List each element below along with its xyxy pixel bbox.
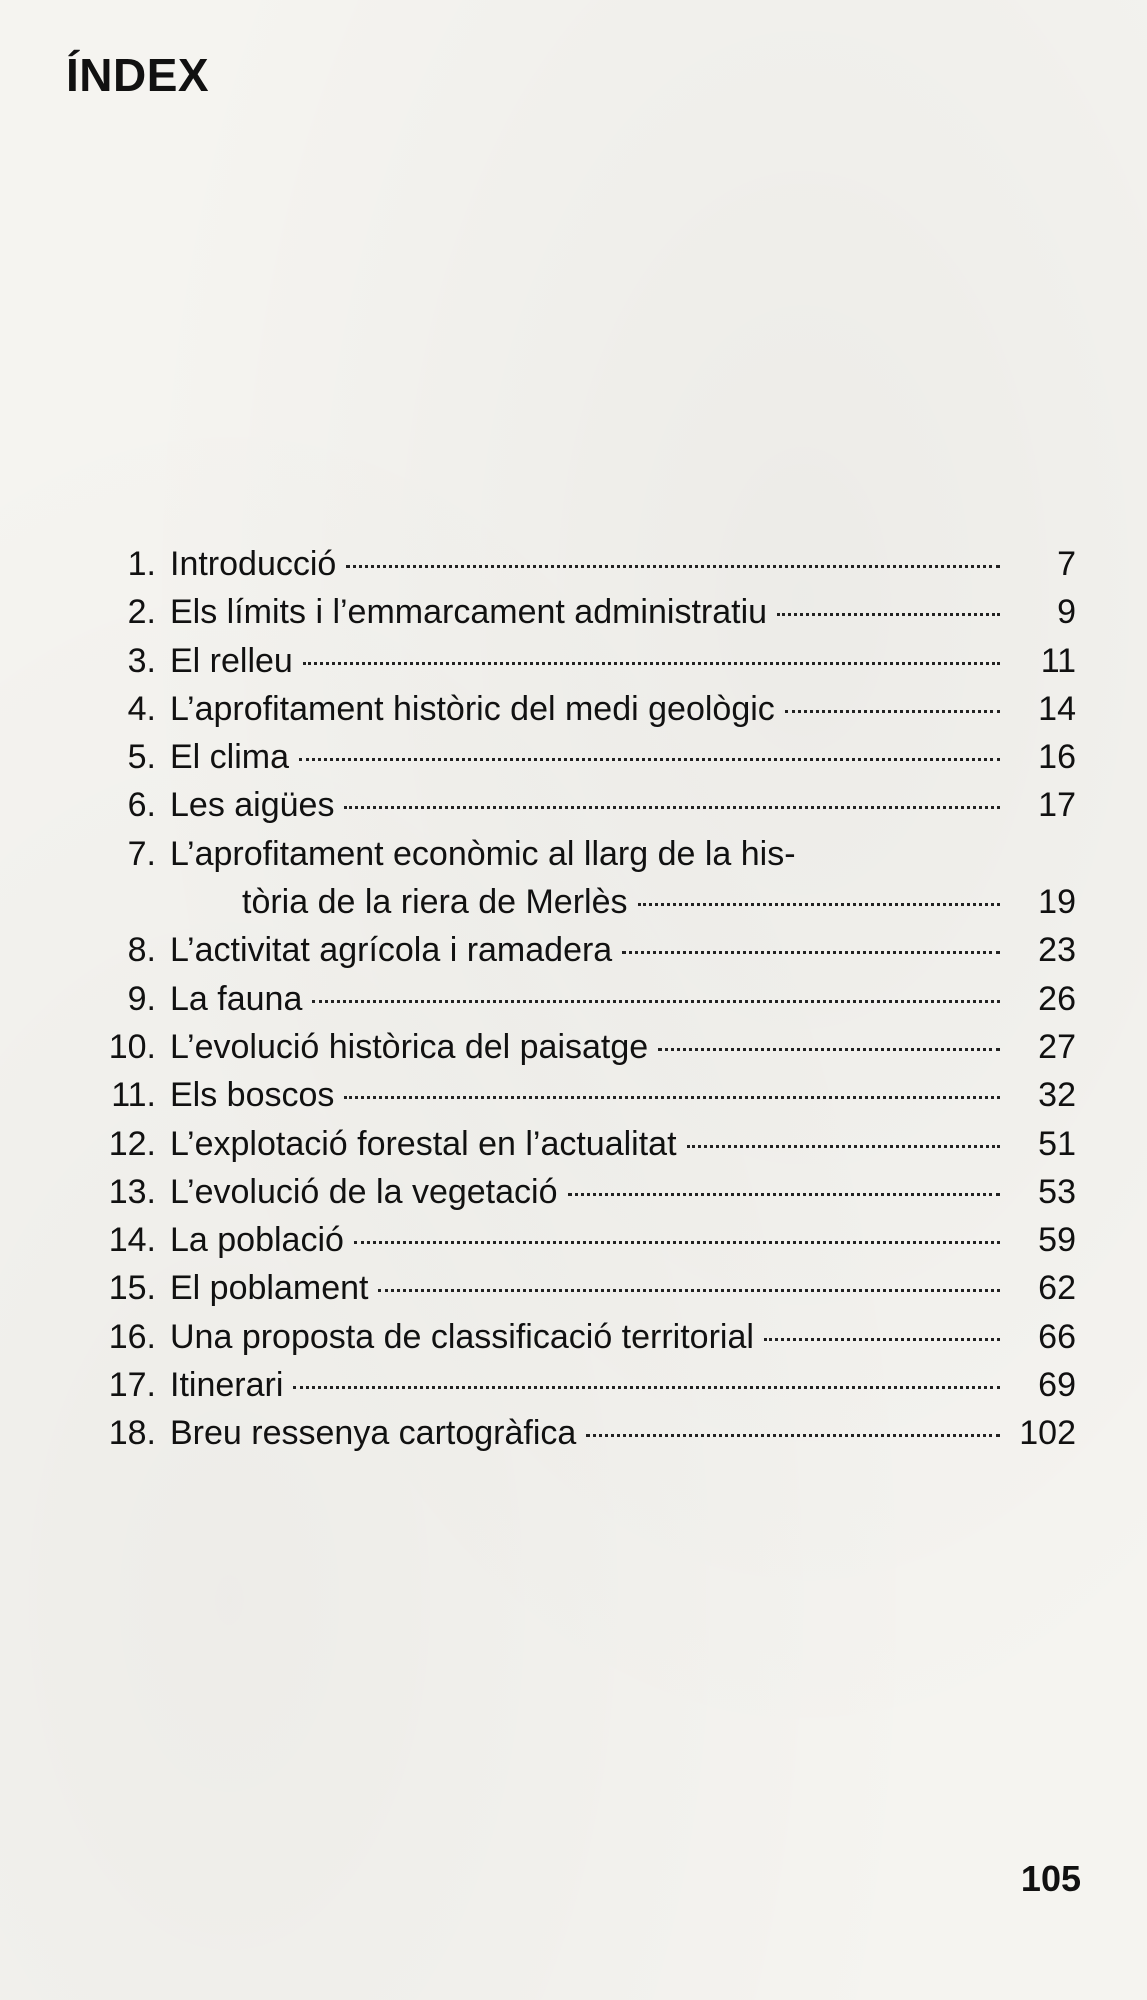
toc-entry-number: 3. xyxy=(127,641,156,680)
toc-entry-title: Els boscos xyxy=(170,1076,335,1115)
toc-entry-number: 4. xyxy=(127,689,156,728)
toc-entry xyxy=(92,975,1076,1023)
toc-entry-number: 6. xyxy=(127,786,156,825)
dot-leader xyxy=(622,951,1000,954)
toc-entry-number: 7. xyxy=(127,834,156,873)
toc-entry-number: 2. xyxy=(127,593,156,632)
toc-entry-number: 15. xyxy=(108,1269,156,1308)
dot-leader xyxy=(764,1338,1000,1341)
toc-entry xyxy=(92,1216,1076,1264)
toc-entry-page: 16 xyxy=(1038,738,1076,777)
toc-entry-number: 18. xyxy=(108,1414,156,1453)
toc-entry-title: La fauna xyxy=(170,979,303,1018)
dot-leader xyxy=(293,1386,1000,1389)
dot-leader xyxy=(344,1096,1000,1099)
toc-entry xyxy=(92,781,1076,829)
toc-entry xyxy=(92,637,1076,685)
toc-entry-page: 17 xyxy=(1038,786,1076,825)
toc-entry-page: 66 xyxy=(1038,1317,1076,1356)
toc-entry-page: 51 xyxy=(1038,1124,1076,1163)
toc-entry-title: L’explotació forestal en l’actualitat xyxy=(170,1124,677,1163)
toc-entry-title: Itinerari xyxy=(170,1366,284,1405)
toc-entry-page: 59 xyxy=(1038,1221,1076,1260)
dot-leader xyxy=(299,758,1000,761)
toc-entry-title: Les aigües xyxy=(170,786,335,825)
toc-entry-page: 27 xyxy=(1038,1027,1076,1066)
toc-entry-number: 5. xyxy=(127,738,156,777)
dot-leader xyxy=(354,1241,1000,1244)
dot-leader xyxy=(777,613,1000,616)
toc-entry-number: 17. xyxy=(108,1366,156,1405)
toc-entry-page: 11 xyxy=(1040,641,1076,680)
toc-entry-title: La població xyxy=(170,1221,344,1260)
toc-entry-number: 11. xyxy=(111,1076,156,1115)
toc-entry-page: 32 xyxy=(1038,1076,1076,1115)
toc-entry-page: 9 xyxy=(1057,593,1076,632)
toc-entry-title: El poblament xyxy=(170,1269,369,1308)
toc-entry-page: 62 xyxy=(1038,1269,1076,1308)
toc-entry-number: 8. xyxy=(127,931,156,970)
toc-entry xyxy=(92,1313,1076,1361)
dot-leader xyxy=(312,1000,1000,1003)
toc-entry xyxy=(92,540,1076,588)
toc-entry-number: 1. xyxy=(127,545,156,583)
toc-entry xyxy=(92,926,1076,974)
table-of-contents xyxy=(92,540,1076,1458)
toc-entry-title: Breu ressenya cartogràfica xyxy=(170,1414,577,1453)
toc-entry xyxy=(92,1168,1076,1216)
toc-entry xyxy=(92,685,1076,733)
toc-entry-number: 9. xyxy=(127,979,156,1018)
toc-entry-title: L’activitat agrícola i ramadera xyxy=(170,931,613,970)
toc-entry-title: El clima xyxy=(170,738,290,777)
toc-entry-number: 14. xyxy=(108,1221,156,1260)
toc-entry-page: 69 xyxy=(1038,1366,1076,1405)
toc-entry-page: 53 xyxy=(1038,1172,1076,1211)
toc-entry-page: 7 xyxy=(1057,545,1076,583)
toc-entry xyxy=(92,1023,1076,1071)
toc-entry-page: 26 xyxy=(1038,979,1076,1018)
toc-entry-title: El relleu xyxy=(170,641,293,680)
toc-entry xyxy=(92,1361,1076,1409)
toc-entry-title: L’aprofitament històric del medi geològic xyxy=(170,689,775,728)
dot-leader xyxy=(658,1048,1000,1051)
toc-entry xyxy=(92,1120,1076,1168)
toc-entry-number: 10. xyxy=(108,1027,156,1066)
toc-entry-number: 16. xyxy=(108,1317,156,1356)
page-title: ÍNDEX xyxy=(66,49,210,101)
toc-entry-page: 19 xyxy=(1038,883,1076,922)
toc-entry-page: 14 xyxy=(1038,689,1076,728)
dot-leader xyxy=(785,710,1000,713)
dot-leader xyxy=(346,565,1000,568)
dot-leader xyxy=(638,903,1000,906)
dot-leader xyxy=(344,806,1000,809)
toc-entry-title: Els límits i l’emmarcament administratiu xyxy=(170,593,768,632)
dot-leader xyxy=(687,1145,1000,1148)
dot-leader xyxy=(303,662,1000,665)
toc-entry xyxy=(92,1409,1076,1457)
toc-entry-title-continuation: tòria de la riera de Merlès xyxy=(242,883,628,922)
toc-entry xyxy=(92,733,1076,781)
toc-entry xyxy=(92,588,1076,636)
toc-entry-title: Introducció xyxy=(170,545,337,583)
toc-entry-title: L’evolució històrica del paisatge xyxy=(170,1027,649,1066)
toc-entry-number: 13. xyxy=(108,1172,156,1211)
toc-entry xyxy=(92,1264,1076,1312)
toc-entry xyxy=(92,1071,1076,1119)
toc-entry-title: Una proposta de classificació territorial xyxy=(170,1317,754,1356)
dot-leader xyxy=(586,1434,1000,1437)
toc-entry xyxy=(92,830,1076,927)
toc-entry-page: 23 xyxy=(1038,931,1076,970)
toc-entry-page: 102 xyxy=(1019,1414,1076,1453)
toc-entry-title: L’evolució de la vegetació xyxy=(170,1172,558,1211)
dot-leader xyxy=(568,1193,1001,1196)
page-number: 105 xyxy=(1020,1858,1081,1899)
toc-entry-title: L’aprofitament econòmic al llarg de la his- xyxy=(170,834,796,873)
dot-leader xyxy=(378,1289,1000,1292)
toc-entry-number: 12. xyxy=(108,1124,156,1163)
